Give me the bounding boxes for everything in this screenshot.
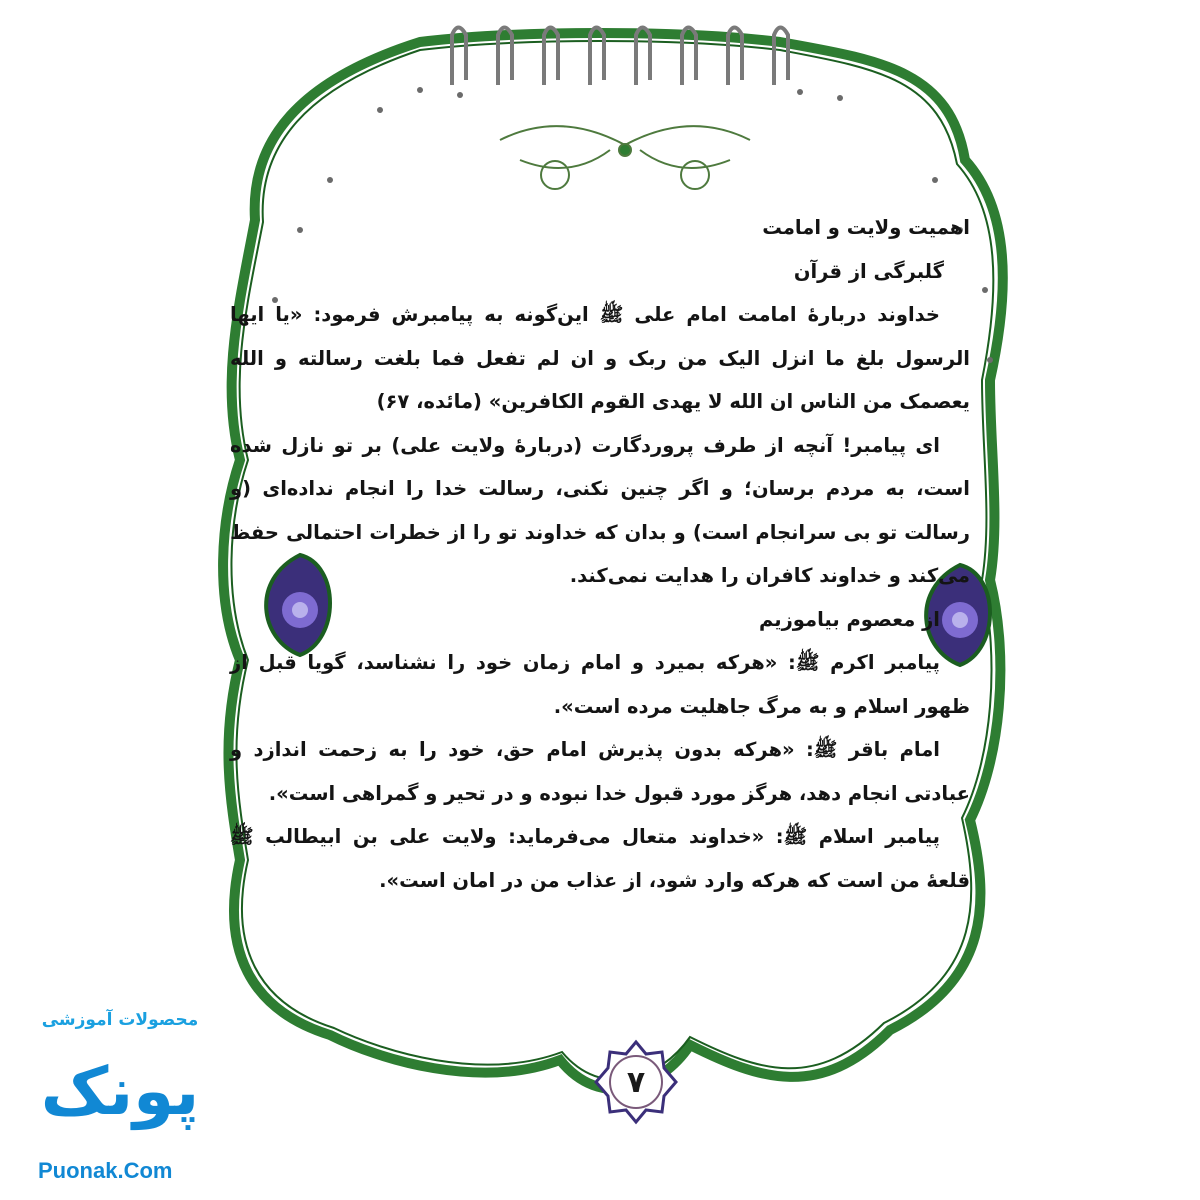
hadith-1: پیامبر اکرم ﷺ: «هرکه بمیرد و امام زمان خود را نشناسد، گویا قبل از ظهور اسلام و به مرگ جاهلیت مرده است».	[230, 651, 970, 718]
brand-website: Puonak.Com	[38, 1158, 173, 1183]
section-heading-hadith: از معصوم بیاموزیم	[758, 607, 940, 631]
hadith-3: پیامبر اسلام ﷺ: «خداوند متعال می‌فرماید: ولایت علی بن ابیطالب ﷺ قلعۀ من است که هرکه وارد شود، از عذاب من در امان است».	[230, 825, 970, 892]
page-number: ۷	[626, 1065, 646, 1100]
quran-paragraph: خداوند دربارۀ امامت امام علی ﷺ این‌گونه به پیامبرش فرمود: «یا ایها الرسول بلغ ما انزل الیک من ربک و ان لم تفعل فما بلغت رسالته و الله یعصمک من الناس ان الله لا یهدی القوم الکافرین» (مائده، ۶۷)	[230, 303, 970, 413]
section-heading-quran: گلبرگی از قرآن	[793, 259, 944, 283]
hadith-2: امام باقر ﷺ: «هرکه بدون پذیرش امام حق، خود را به زحمت اندازد و عبادتی انجام دهد، هرگز مورد قبول خدا نبوده و در تحیر و گمراهی است».	[230, 738, 970, 805]
brand-tagline: محصولات آموزشی	[41, 1010, 199, 1030]
brand-logo-block	[30, 1010, 230, 1190]
translation-paragraph: ای پیامبر! آنچه از طرف پروردگارت (دربارۀ ولایت علی) بر تو نازل شده است، به مردم برسان؛ و اگر چنین نکنی، رسالت خدا را انجام نداده‌ای (و رسالت تو بی سرانجام است) و بدان که خداوند تو را از خطرات احتمالی حفظ می‌کند و خداوند کافران را هدایت نمی‌کند.	[230, 433, 970, 587]
content-body	[230, 206, 970, 902]
page-title: اهمیت ولایت و امامت	[762, 216, 970, 239]
brand-logo: پونک	[40, 1053, 200, 1130]
